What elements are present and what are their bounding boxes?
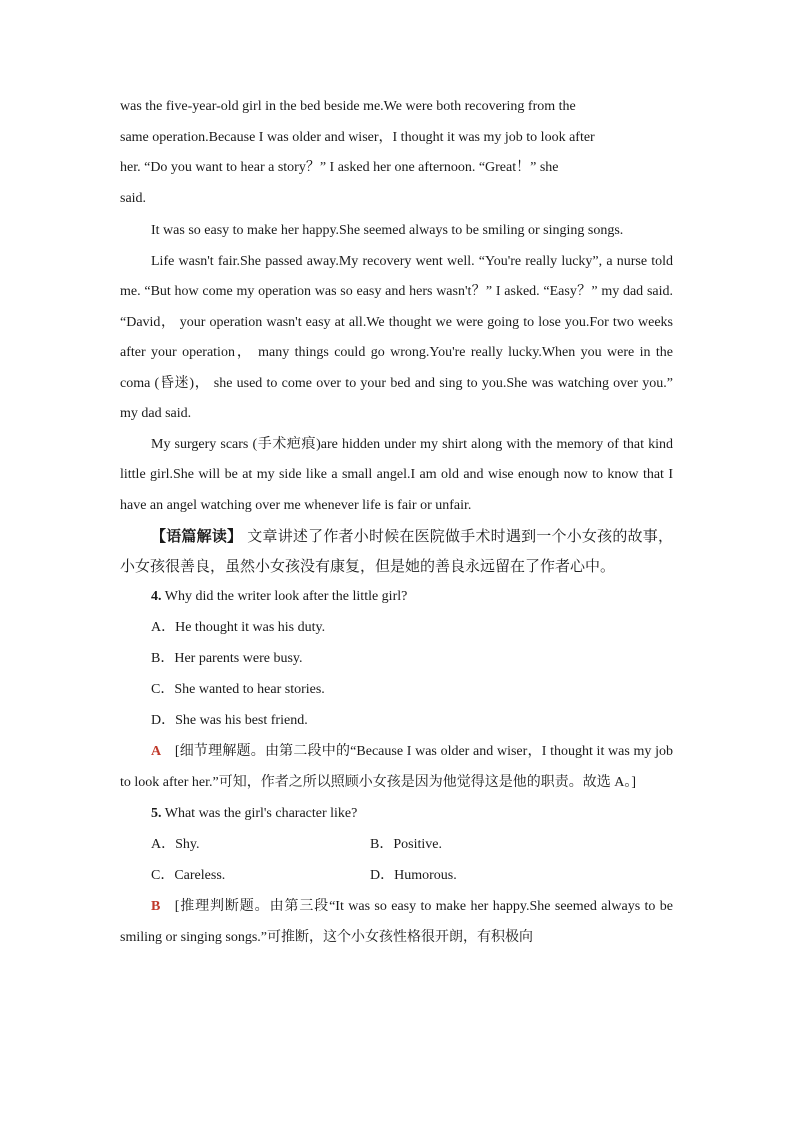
question-4-explanation: [细节理解题。由第二段中的“Because I was older and wiser，I thought it was my job to look after her.”可知，作者之所以照顾小女孩是因为他觉得这是他的职责。故选 A。] [120,744,674,790]
question-5-explanation: [推理判断题。由第三段“It was so easy to make her happy.She seemed always to be smiling or singing songs.”可推断，这个小女孩性格很开朗，有积极向 [120,899,674,945]
question-5-option-b: B．Positive. [370,837,442,852]
question-5-number: 5 [151,806,158,821]
question-4-stem: Why did the writer look after the little girl? [164,589,408,604]
question-4-option-d: D．She was his best friend. [151,713,308,728]
passage-paragraph-2: It was so easy to make her happy.She seemed always to be smiling or singing songs. [151,223,624,238]
reading-summary-text: 文章讲述了作者小时候在医院做手术时遇到一个小女孩的故事，小女孩很善良，虽然小女孩没有康复，但是她的善良永远留在了作者心中。 [120,527,673,575]
question-5-options-row-1 [120,829,673,860]
question-4-answer: A [151,744,162,759]
question-4-number: 4 [151,589,158,604]
question-5-option-a: A．Shy. [151,837,200,852]
document-body [120,92,673,953]
reading-summary-label: 【语篇解读】 [151,527,243,545]
question-4-option-b: B．Her parents were busy. [151,651,303,666]
passage-paragraph-1-line-2: same operation.Because I was older and wiser，I thought it was my job to look after [120,129,595,145]
question-4: 4. Why did the writer look after the little girl? A．He thought it was his duty. B．Her parents were busy. C．She wanted to hear stories. D．She was his best friend. A [细节理解题。由第二段中的“Because I was older and wiser，I thought it was my job to look after her.”可知，作者之所以照顾小女孩是因为他觉得这是他的职责。故选 A。] [120,589,674,790]
reading-summary [120,521,673,581]
question-5: 5. What was the girl's character like? A．Shy. B．Positive. C．Careless. D．Humorous. B [推理判断题。由第三段“It was so easy to make her happy.She seemed always to be smiling or singing songs.”可推断，这个小女孩性格很开朗，有积极向 [120,806,674,945]
passage-paragraph-1-line-4: said. [120,190,147,206]
passage-paragraph-3: Life wasn't fair.She passed away.My recovery went well. “You're really lucky”, a nurse told me. “But how come my operation was so easy and hers wasn't？” I asked. “Easy？” my dad said. “David， your operation wasn't easy at all.We thought we were going to lose you.For two weeks after your operation， many things could go wrong.You're really lucky.When you were in the coma (昏迷)， she used to come over to your bed and sing to you.She was watching over you.” my dad said. [120,253,673,421]
question-5-stem: What was the girl's character like? [164,806,358,821]
passage-paragraph-4: My surgery scars (手术疤痕)are hidden under my shirt along with the memory of that kind little girl.She will be at my side like a small angel.I am old and wise enough now to know that I have an angel watching over me whenever life is fair or unfair. [120,436,673,513]
question-5-answer: B [151,899,161,914]
question-4-option-a: A．He thought it was his duty. [151,620,326,635]
question-4-option-c: C．She wanted to hear stories. [151,682,325,697]
question-5-option-d: D．Humorous. [370,868,457,883]
question-5-option-c: C．Careless. [151,868,226,883]
passage-paragraph-1-line-3: her. “Do you want to hear a story？” I asked her one afternoon. “Great！” she [120,160,559,175]
question-5-options-row-2 [120,860,673,891]
passage-paragraph-1-line-1: was the five-year-old girl in the bed beside me.We were both recovering from the [120,99,576,114]
